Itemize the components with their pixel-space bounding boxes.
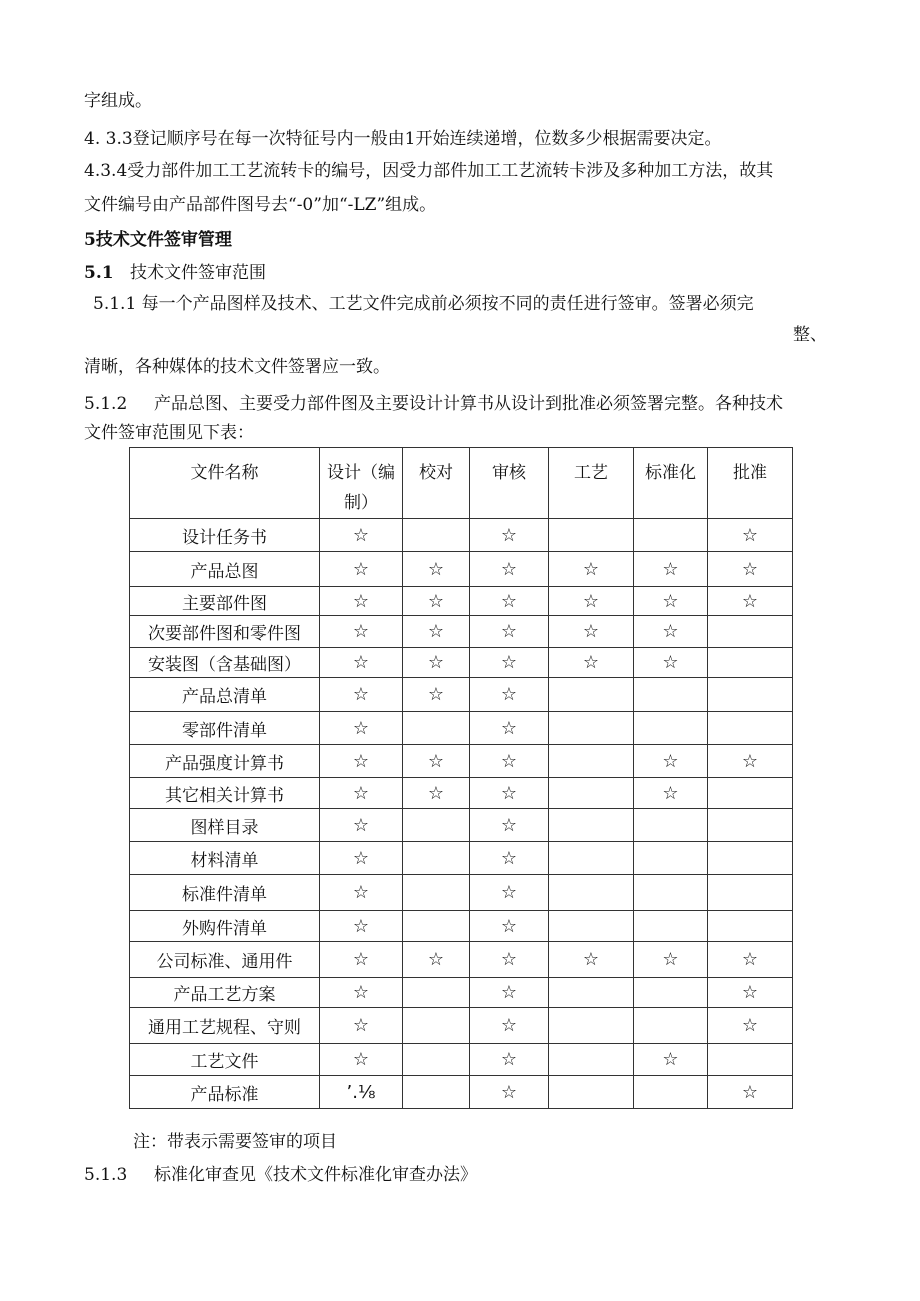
signoff-mark: ☆ xyxy=(403,678,470,712)
signoff-mark xyxy=(708,842,793,875)
signoff-mark xyxy=(634,712,708,745)
row-file-name: 外购件清单 xyxy=(130,911,320,942)
signoff-mark: ☆ xyxy=(470,519,549,552)
signoff-mark xyxy=(549,712,634,745)
signoff-mark: ☆ xyxy=(403,587,470,616)
signoff-mark xyxy=(549,519,634,552)
signoff-mark: ☆ xyxy=(320,712,403,745)
signoff-mark xyxy=(708,1044,793,1076)
signoff-mark xyxy=(403,1076,470,1109)
signoff-mark xyxy=(634,1076,708,1109)
signoff-mark xyxy=(549,778,634,809)
table-row xyxy=(130,712,793,745)
table-row xyxy=(130,519,793,552)
table-row xyxy=(130,616,793,648)
paragraph-5-1-2-line2: 文件签审范围见下表： xyxy=(84,423,254,443)
table-row xyxy=(130,978,793,1008)
signoff-mark: ☆ xyxy=(549,587,634,616)
paragraph-4-3-3: 4. 3.3登记顺序号在每一次特征号内一般由1开始连续递增，位数多少根据需要决定。 xyxy=(84,129,722,149)
signoff-mark: ☆ xyxy=(320,616,403,648)
signoff-mark xyxy=(708,712,793,745)
signoff-mark xyxy=(634,875,708,911)
table-note: 注：带表示需要签审的项目 xyxy=(133,1132,337,1152)
signoff-mark xyxy=(708,778,793,809)
signoff-mark xyxy=(403,712,470,745)
row-file-name: 其它相关计算书 xyxy=(130,778,320,809)
table-row xyxy=(130,809,793,842)
signoff-mark: ☆ xyxy=(708,978,793,1008)
paragraph-5-1-2-number: 5.1.2 xyxy=(84,394,128,414)
signoff-mark xyxy=(403,1008,470,1044)
paragraph-5-1-1-line1: 5.1.1 每一个产品图样及技术、工艺文件完成前必须按不同的责任进行签审。签署必须完 xyxy=(93,294,754,314)
signoff-mark xyxy=(634,519,708,552)
signoff-mark: ☆ xyxy=(634,648,708,678)
signoff-mark: ☆ xyxy=(320,842,403,875)
signoff-mark: ☆ xyxy=(403,745,470,778)
signoff-mark: ☆ xyxy=(320,778,403,809)
paragraph-5-1-1-wrap: 整、 xyxy=(793,325,827,345)
paragraph-5-1-2-line1: 产品总图、主要受力部件图及主要设计计算书从设计到批准必须签署完整。各种技术 xyxy=(154,394,783,414)
signoff-mark xyxy=(708,809,793,842)
signoff-mark xyxy=(549,745,634,778)
signoff-mark xyxy=(403,519,470,552)
signoff-mark: ☆ xyxy=(708,1076,793,1109)
row-file-name: 主要部件图 xyxy=(130,587,320,616)
signoff-mark xyxy=(549,978,634,1008)
table-row xyxy=(130,875,793,911)
row-file-name: 设计任务书 xyxy=(130,519,320,552)
signoff-mark: ☆ xyxy=(470,648,549,678)
signoff-mark: ☆ xyxy=(708,552,793,587)
signoff-mark: ☆ xyxy=(320,1044,403,1076)
signoff-mark: ’.⅛ xyxy=(320,1076,403,1109)
signoff-mark: ☆ xyxy=(634,942,708,978)
signoff-mark: ☆ xyxy=(708,1008,793,1044)
signoff-mark: ☆ xyxy=(320,678,403,712)
signoff-mark xyxy=(403,809,470,842)
paragraph-5-1-3-number: 5.1.3 xyxy=(84,1165,128,1185)
table-row xyxy=(130,842,793,875)
signoff-mark xyxy=(634,809,708,842)
signoff-mark: ☆ xyxy=(549,616,634,648)
header-process: 工艺 xyxy=(549,448,634,519)
header-design: 设计（编制） xyxy=(320,448,403,519)
signoff-mark xyxy=(549,842,634,875)
section-5-heading: 5技术文件签审管理 xyxy=(84,230,232,250)
signoff-mark xyxy=(403,1044,470,1076)
paragraph-5-1-3-text: 标准化审查见《技术文件标准化审查办法》 xyxy=(154,1165,477,1185)
table-row xyxy=(130,778,793,809)
signoff-scope-table xyxy=(129,447,793,1109)
header-proofread: 校对 xyxy=(403,448,470,519)
row-file-name: 产品总图 xyxy=(130,552,320,587)
signoff-mark: ☆ xyxy=(549,648,634,678)
signoff-mark: ☆ xyxy=(320,1008,403,1044)
signoff-mark: ☆ xyxy=(470,875,549,911)
signoff-mark: ☆ xyxy=(634,1044,708,1076)
row-file-name: 产品工艺方案 xyxy=(130,978,320,1008)
row-file-name: 产品强度计算书 xyxy=(130,745,320,778)
row-file-name: 公司标准、通用件 xyxy=(130,942,320,978)
signoff-mark xyxy=(549,911,634,942)
signoff-mark: ☆ xyxy=(320,552,403,587)
signoff-mark: ☆ xyxy=(403,778,470,809)
signoff-mark xyxy=(403,842,470,875)
signoff-mark xyxy=(549,1044,634,1076)
signoff-mark: ☆ xyxy=(403,616,470,648)
header-standardization: 标准化 xyxy=(634,448,708,519)
signoff-mark xyxy=(403,978,470,1008)
signoff-mark: ☆ xyxy=(470,978,549,1008)
table-row xyxy=(130,911,793,942)
table-row xyxy=(130,648,793,678)
signoff-mark xyxy=(549,1076,634,1109)
signoff-mark: ☆ xyxy=(470,587,549,616)
table-row xyxy=(130,942,793,978)
signoff-mark: ☆ xyxy=(708,745,793,778)
signoff-mark: ☆ xyxy=(320,875,403,911)
signoff-mark: ☆ xyxy=(320,745,403,778)
signoff-mark: ☆ xyxy=(549,942,634,978)
table-row xyxy=(130,1008,793,1044)
signoff-mark xyxy=(708,616,793,648)
row-file-name: 标准件清单 xyxy=(130,875,320,911)
signoff-mark xyxy=(403,911,470,942)
signoff-mark: ☆ xyxy=(320,942,403,978)
paragraph-4-3-4-line1: 4.3.4受力部件加工工艺流转卡的编号，因受力部件加工工艺流转卡涉及多种加工方法，故其 xyxy=(84,161,774,181)
signoff-mark xyxy=(549,1008,634,1044)
signoff-mark: ☆ xyxy=(320,911,403,942)
signoff-mark: ☆ xyxy=(470,911,549,942)
table-row xyxy=(130,745,793,778)
signoff-mark: ☆ xyxy=(320,587,403,616)
signoff-mark: ☆ xyxy=(470,778,549,809)
paragraph-5-1-1-line2: 清晰，各种媒体的技术文件签署应一致。 xyxy=(84,357,390,377)
row-file-name: 产品标准 xyxy=(130,1076,320,1109)
header-approval: 批准 xyxy=(708,448,793,519)
row-file-name: 通用工艺规程、守则 xyxy=(130,1008,320,1044)
signoff-mark xyxy=(634,911,708,942)
signoff-mark: ☆ xyxy=(634,616,708,648)
signoff-mark: ☆ xyxy=(470,616,549,648)
row-file-name: 次要部件图和零件图 xyxy=(130,616,320,648)
header-file-name: 文件名称 xyxy=(130,448,320,519)
signoff-mark xyxy=(708,911,793,942)
signoff-mark: ☆ xyxy=(470,1008,549,1044)
signoff-mark xyxy=(708,648,793,678)
signoff-mark xyxy=(634,842,708,875)
signoff-mark: ☆ xyxy=(708,942,793,978)
signoff-mark: ☆ xyxy=(549,552,634,587)
signoff-mark xyxy=(549,809,634,842)
signoff-mark: ☆ xyxy=(634,552,708,587)
signoff-mark xyxy=(403,875,470,911)
table-row xyxy=(130,678,793,712)
signoff-mark: ☆ xyxy=(708,519,793,552)
table-row xyxy=(130,1076,793,1109)
signoff-mark xyxy=(634,978,708,1008)
signoff-mark xyxy=(708,875,793,911)
signoff-mark: ☆ xyxy=(470,678,549,712)
table-row xyxy=(130,552,793,587)
signoff-mark: ☆ xyxy=(634,778,708,809)
signoff-mark: ☆ xyxy=(470,809,549,842)
section-5-1-title: 技术文件签审范围 xyxy=(130,263,266,283)
row-file-name: 安装图（含基础图） xyxy=(130,648,320,678)
signoff-mark: ☆ xyxy=(470,552,549,587)
signoff-mark: ☆ xyxy=(470,1044,549,1076)
signoff-mark xyxy=(634,678,708,712)
signoff-mark: ☆ xyxy=(403,552,470,587)
paragraph-4-3-4-line2: 文件编号由产品部件图号去“-0”加“-LZ”组成。 xyxy=(84,195,437,215)
signoff-mark: ☆ xyxy=(470,842,549,875)
signoff-mark: ☆ xyxy=(320,978,403,1008)
header-review: 审核 xyxy=(470,448,549,519)
signoff-mark xyxy=(549,875,634,911)
signoff-mark: ☆ xyxy=(320,648,403,678)
signoff-mark xyxy=(634,1008,708,1044)
row-file-name: 图样目录 xyxy=(130,809,320,842)
table-row xyxy=(130,587,793,616)
signoff-mark xyxy=(708,678,793,712)
signoff-mark: ☆ xyxy=(470,1076,549,1109)
section-5-1-number: 5.1 xyxy=(84,263,114,283)
row-file-name: 工艺文件 xyxy=(130,1044,320,1076)
signoff-mark: ☆ xyxy=(634,587,708,616)
signoff-mark: ☆ xyxy=(708,587,793,616)
paragraph-continuation: 字组成。 xyxy=(84,91,152,111)
signoff-mark: ☆ xyxy=(470,745,549,778)
signoff-mark: ☆ xyxy=(634,745,708,778)
table-row xyxy=(130,1044,793,1076)
signoff-mark: ☆ xyxy=(320,519,403,552)
signoff-mark xyxy=(549,678,634,712)
row-file-name: 零部件清单 xyxy=(130,712,320,745)
signoff-mark: ☆ xyxy=(470,712,549,745)
row-file-name: 产品总清单 xyxy=(130,678,320,712)
row-file-name: 材料清单 xyxy=(130,842,320,875)
signoff-mark: ☆ xyxy=(403,942,470,978)
signoff-mark: ☆ xyxy=(470,942,549,978)
signoff-mark: ☆ xyxy=(320,809,403,842)
signoff-mark: ☆ xyxy=(403,648,470,678)
